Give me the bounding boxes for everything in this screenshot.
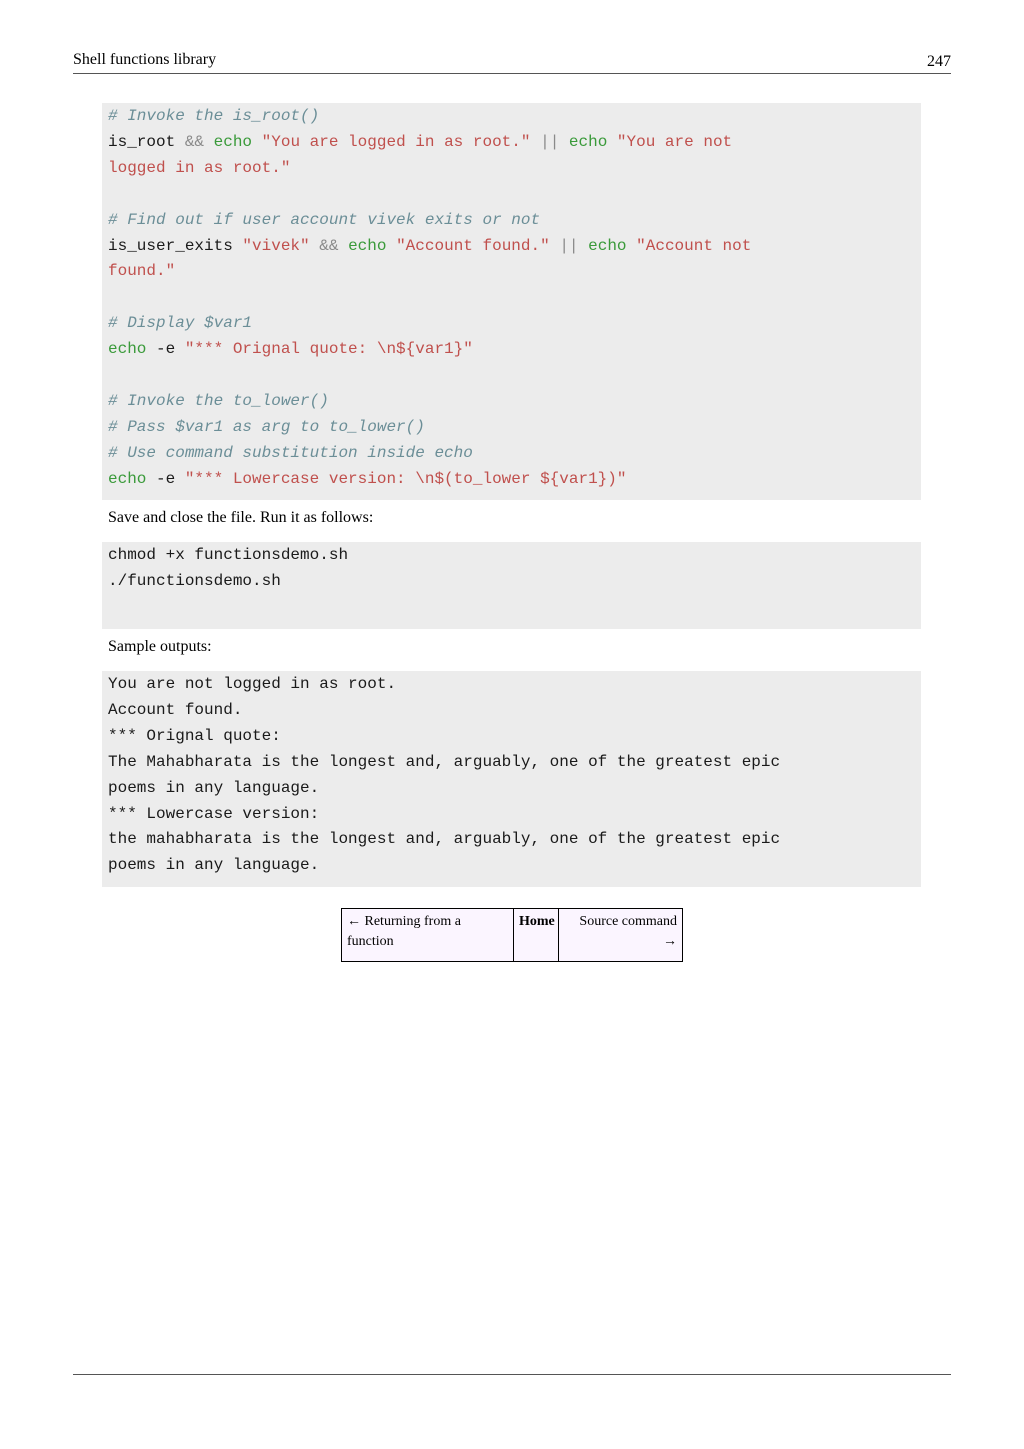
output-line: the mahabharata is the longest and, arguably, one of the greatest epic (108, 830, 781, 849)
code-comment: # Pass $var1 as arg to to_lower() (108, 417, 425, 436)
output-line: Account found. (108, 700, 243, 719)
code-operator: || (559, 236, 579, 255)
code-keyword: echo (348, 236, 387, 255)
code-keyword: echo (568, 132, 608, 151)
code-string: "*** Orignal quote: \n${var1}" (184, 340, 473, 359)
prev-link-line1: ← Returning from a (347, 914, 461, 929)
code-comment: # Invoke the is_root() (108, 107, 320, 125)
next-link[interactable] (559, 909, 682, 961)
code-operator: && (319, 236, 339, 255)
page-number: 247 (927, 53, 951, 70)
next-arrow-icon: → (663, 934, 677, 949)
code-comment: # Find out if user account vivek exits or not (108, 210, 541, 229)
navigation-box (341, 908, 683, 962)
paragraph-sample-outputs: Sample outputs: (108, 638, 212, 655)
output-line: You are not logged in as root. (108, 675, 397, 693)
code-string: "Account not (636, 236, 752, 255)
output-line: poems in any language. (108, 778, 320, 797)
output-line: poems in any language. (108, 856, 320, 875)
footer-rule (73, 1374, 951, 1375)
code-line: chmod +x functionsdemo.sh (108, 546, 349, 564)
code-comment: # Display $var1 (108, 314, 253, 333)
code-text: -e (146, 340, 185, 359)
output-line: *** Orignal quote: (108, 726, 281, 745)
code-block-output (102, 671, 921, 887)
prev-link[interactable] (342, 909, 514, 961)
prev-link-line2: function (347, 934, 394, 949)
code-operator: && (184, 132, 205, 151)
code-comment: # Invoke the to_lower() (108, 391, 329, 410)
paragraph-run-instructions: Save and close the file. Run it as follows: (108, 509, 374, 526)
page-header (73, 49, 951, 74)
code-string: "*** Lowercase version: \n$(to_lower ${var1})" (184, 469, 627, 488)
code-text: -e (146, 469, 185, 488)
running-title: Shell functions library (73, 51, 217, 68)
next-link-line1: Source command (579, 914, 677, 929)
code-block-script (102, 103, 921, 500)
code-text: is_root (108, 132, 185, 151)
code-keyword: echo (108, 340, 147, 359)
code-string: "vivek" (242, 236, 310, 255)
output-line: *** Lowercase version: (108, 804, 320, 823)
code-string: found." (108, 262, 176, 281)
code-string: "Account found." (396, 236, 550, 255)
code-text: is_user_exits (108, 236, 243, 255)
code-keyword: echo (108, 469, 147, 488)
code-string: logged in as root." (108, 158, 291, 177)
code-keyword: echo (213, 132, 253, 151)
code-string: "You are logged in as root." (261, 132, 531, 151)
home-link[interactable]: Home (514, 909, 559, 961)
code-string: "You are not (616, 132, 733, 151)
output-line: The Mahabharata is the longest and, arguably, one of the greatest epic (108, 752, 781, 771)
code-line: ./functionsdemo.sh (108, 571, 281, 590)
code-block-commands (102, 542, 921, 629)
code-comment: # Use command substitution inside echo (108, 443, 473, 462)
code-keyword: echo (588, 236, 627, 255)
code-operator: || (540, 132, 560, 151)
